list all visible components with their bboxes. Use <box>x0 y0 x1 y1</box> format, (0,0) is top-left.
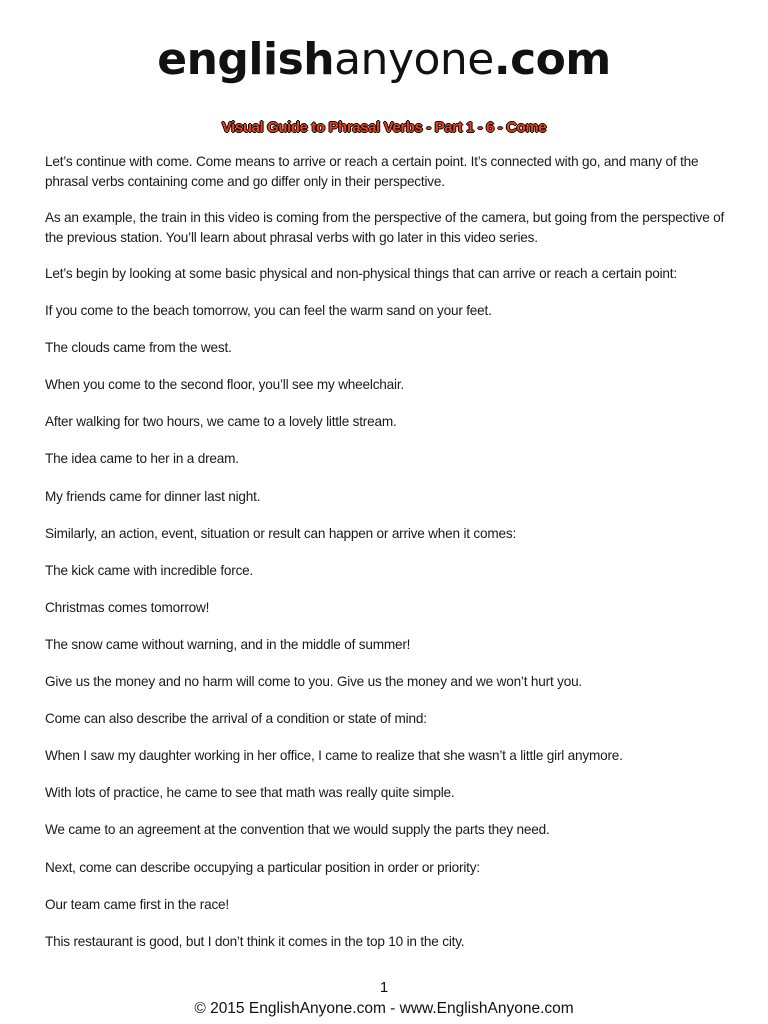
paragraph: Similarly, an action, event, situation or result can happen or arrive when it comes: <box>45 525 517 541</box>
example-sentence: If you come to the beach tomorrow, you can feel the warm sand on your feet. <box>45 303 492 319</box>
example-sentence: Our team came first in the race! <box>45 896 229 912</box>
logo-anyone: anyone <box>334 34 494 85</box>
example-sentence: After walking for two hours, we came to a lovely little stream. <box>45 414 397 430</box>
example-sentence: We came to an agreement at the convention that we would supply the parts they need. <box>45 822 550 838</box>
paragraph-intro-2: As an example, the train in this video is coming from the perspective of the camera, but going from the perspective of the previous station. You’ll learn about phrasal verbs with go later in this video series. <box>45 210 725 245</box>
example-sentence: The clouds came from the west. <box>45 340 232 356</box>
paragraph: Let’s begin by looking at some basic physical and non-physical things that can arrive or reach a certain point: <box>45 266 677 281</box>
example-sentence: The idea came to her in a dream. <box>45 451 239 467</box>
example-sentence: Christmas comes tomorrow! <box>45 599 210 615</box>
paragraph-intro-1: Let’s continue with come. Come means to arrive or reach a certain point. It’s connected with go, and many of the phrasal verbs containing come and go differ only in their perspective. <box>45 154 699 189</box>
example-sentence: The kick came with incredible force. <box>45 562 254 578</box>
paragraph: Next, come can describe occupying a particular position in order or priority: <box>45 859 480 875</box>
example-sentence: My friends came for dinner last night. <box>45 488 261 504</box>
logo-english: english <box>157 34 335 85</box>
example-sentence: This restaurant is good, but I don’t think it comes in the top 10 in the city. <box>45 933 465 949</box>
copyright-footer: © 2015 EnglishAnyone.com - www.EnglishAnyone.com <box>194 1000 574 1017</box>
example-sentence: When I saw my daughter working in her office, I came to realize that she wasn’t a little girl anymore. <box>45 748 623 764</box>
paragraph: Come can also describe the arrival of a condition or state of mind: <box>45 711 427 727</box>
logo-dotcom: .com <box>493 34 611 85</box>
page-number: 1 <box>379 979 389 996</box>
document-body <box>45 152 735 969</box>
example-sentence: Give us the money and no harm will come to you. Give us the money and we won’t hurt you. <box>45 674 583 690</box>
example-sentence: When you come to the second floor, you’ll see my wheelchair. <box>45 377 404 393</box>
example-sentence: With lots of practice, he came to see that math was really quite simple. <box>45 785 455 801</box>
document-title: Visual Guide to Phrasal Verbs - Part 1 - 6 - Come <box>221 119 547 136</box>
example-sentence: The snow came without warning, and in the middle of summer! <box>45 636 411 652</box>
site-logo <box>0 34 768 86</box>
